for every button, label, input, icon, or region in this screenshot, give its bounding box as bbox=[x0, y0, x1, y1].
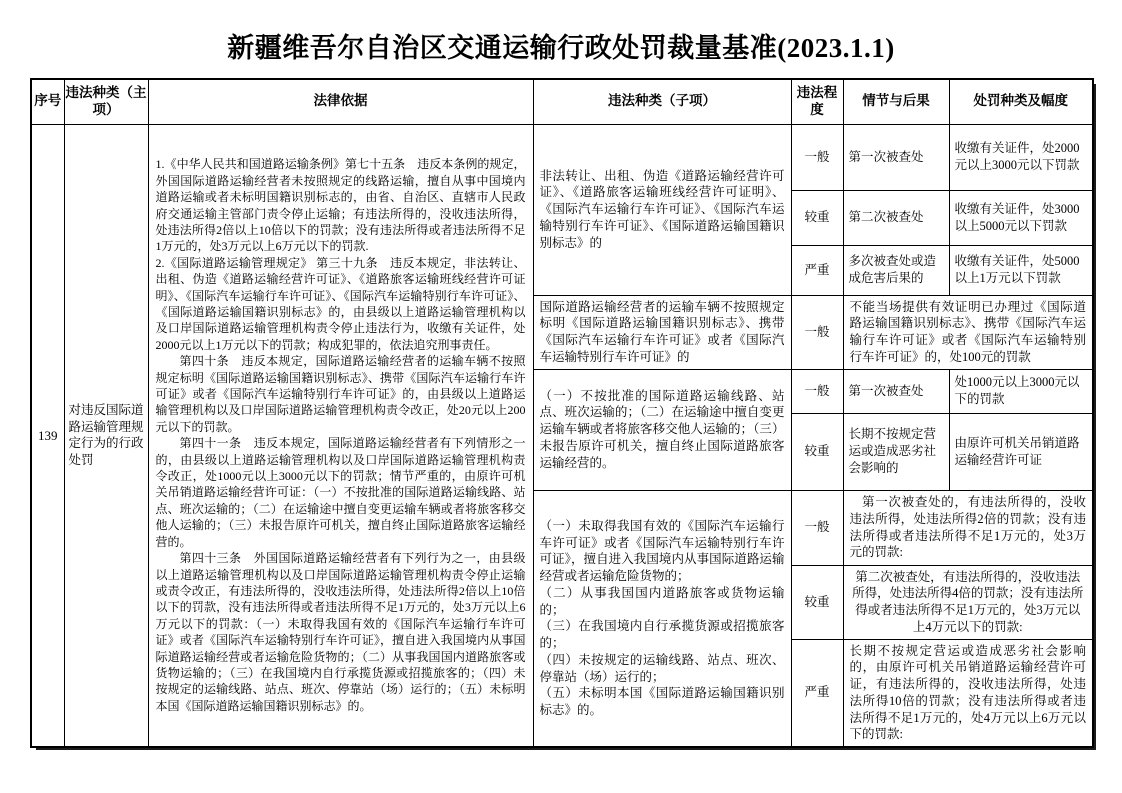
circumstance-cell: 第一次被查处 bbox=[843, 369, 949, 413]
degree-cell: 一般 bbox=[791, 369, 843, 413]
col-header-degree: 违法程度 bbox=[791, 79, 843, 124]
degree-cell: 一般 bbox=[791, 295, 843, 369]
penalty-cell: 处1000元以上3000元以下的罚款 bbox=[949, 369, 1093, 413]
degree-cell: 一般 bbox=[791, 490, 843, 565]
sub-violation-line: （二）从事我国国内道路旅客或货物运输的； bbox=[539, 585, 785, 617]
legal-basis-cell bbox=[148, 124, 533, 747]
degree-cell: 较重 bbox=[791, 413, 843, 490]
sub-violation-line: （五）未标明本国《国际道路运输国籍识别标志》的。 bbox=[539, 686, 785, 717]
table-row bbox=[31, 124, 1093, 190]
sub-violation-line: 国际道路运输经营者的运输车辆不按照规定标明《国际道路运输国籍识别标志》、携带《国际汽车运输行车许可证》或者《国际汽车运输特别行车许可证》的 bbox=[539, 299, 785, 364]
header-row bbox=[31, 79, 1093, 124]
sub-violation-cell bbox=[533, 295, 791, 369]
main-violation-cell: 对违反国际道路运输管理规定行为的行政处罚 bbox=[64, 124, 148, 747]
col-header-sub-violation: 违法种类（子项） bbox=[533, 79, 791, 124]
legal-paragraph: 第四十条 违反本规定，国际道路运输经营者的运输车辆不按照规定标明《国际道路运输国籍识别标志》、携带《国际汽车运输行车许可证》或者《国际汽车运输特别行车许可证》的，由县级以上道路运输管理机构以及口岸国际道路运输管理机构责令改正，处20元以上200元以下的罚款。 bbox=[155, 354, 526, 434]
circumstance-cell: 第二次被查处 bbox=[843, 190, 949, 245]
sub-violation-line: （一）不按批准的国际道路运输线路、站点、班次运输的；（二）在运输途中擅自变更运输车辆或者将旅客移交他人运输的；（三）未报告原许可机关，擅自终止国际道路旅客运输经营的。 bbox=[539, 388, 785, 470]
sub-violation-line: （一）未取得我国有效的《国际汽车运输行车许可证》或者《国际汽车运输特别行车许可证》，擅自进入我国境内从事国际道路运输经营或者运输危险货物的； bbox=[539, 518, 785, 583]
degree-cell: 一般 bbox=[791, 124, 843, 190]
page-title: 新疆维吾尔自治区交通运输行政处罚裁量基准(2023.1.1) bbox=[227, 33, 895, 63]
penalty-cell: 收缴有关证件，处3000以上5000元以下罚款 bbox=[949, 190, 1093, 245]
penalty-table bbox=[30, 78, 1094, 748]
merged-penalty-cell: 第一次被查处的，有违法所得的，没收违法所得，处违法所得2倍的罚款；没有违法所得或者违法所得不足1万元的，处3万元的罚款: bbox=[843, 490, 1093, 565]
col-header-main-violation: 违法种类（主项） bbox=[64, 79, 148, 124]
legal-paragraph: 2.《国际道路运输管理规定》 第三十九条 违反本规定，非法转让、出租、伪造《道路运输经营许可证》、《道路旅客运输班线经营许可证明》、《国际汽车运输行车许可证》、《国际汽车运输特别行车许可证》、《国际道路运输国籍识别标志》的，由县级以上道路运输管理机构以及口岸国际道路运输管理机构责令停止违法行为，收缴有关证件，处2000元以上1万元以下的罚款；构成犯罪的，依法追究刑事责任。 bbox=[155, 255, 526, 352]
merged-penalty-cell: 不能当场提供有效证明已办理过《国际道路运输国籍识别标志》、携带《国际汽车运输行车许可证》或者《国际汽车运输特别行车许可证》的，处100元的罚款 bbox=[843, 295, 1093, 369]
merged-penalty-cell: 长期不按规定营运或造成恶劣社会影响的，由原许可机关吊销道路运输经营许可证，有违法所得的，没收违法所得，处违法所得10倍的罚款；没有违法所得或者违法所得不足1万元的，处4万元以上6万元以下的罚款: bbox=[843, 639, 1093, 747]
legal-paragraph: 第四十一条 违反本规定，国际道路运输经营者有下列情形之一的，由县级以上道路运输管理机构以及口岸国际道路运输管理机构责令改正，处1000元以上3000元以下的罚款；情节严重的，由原许可机关吊销道路运输经营许可证：（一）不按批准的国际道路运输线路、站点、班次运输的；（二）在运输途中擅自变更运输车辆或者将旅客移交他人运输的；（三）未报告原许可机关，擅自终止国际道路旅客运输经营的。 bbox=[155, 436, 526, 549]
circumstance-cell: 多次被查处或造成危害后果的 bbox=[843, 245, 949, 295]
penalty-cell: 收缴有关证件，处2000元以上3000元以下罚款 bbox=[949, 124, 1093, 190]
circumstance-cell: 长期不按规定营运或造成恶劣社会影响的 bbox=[843, 413, 949, 490]
col-header-circumstance: 情节与后果 bbox=[843, 79, 949, 124]
sub-violation-line: 非法转让、出租、伪造《道路运输经营许可证》、《道路旅客运输班线经营许可证明》、《国际汽车运输行车许可证》、《国际汽车运输特别行车许可证》、《国际道路运输国籍识别标志》的 bbox=[539, 168, 785, 250]
degree-cell: 严重 bbox=[791, 245, 843, 295]
degree-cell: 严重 bbox=[791, 639, 843, 747]
sub-violation-line: （三）在我国境内自行承揽货源或招揽旅客的； bbox=[539, 619, 785, 650]
merged-penalty-cell: 第二次被查处，有违法所得的，没收违法所得，处违法所得4倍的罚款；没有违法所得或者违法所得不足1万元的，处3万元以上4万元以下的罚款: bbox=[843, 565, 1093, 639]
sub-violation-cell bbox=[533, 369, 791, 490]
col-header-penalty: 处罚种类及幅度 bbox=[949, 79, 1093, 124]
degree-cell: 较重 bbox=[791, 565, 843, 639]
sub-violation-cell bbox=[533, 490, 791, 747]
sub-violation-line: （四）未按规定的运输线路、站点、班次、停靠站（场）运行的； bbox=[539, 652, 785, 684]
penalty-cell: 收缴有关证件，处5000以上1万元以下罚款 bbox=[949, 245, 1093, 295]
legal-paragraph: 第四十三条 外国国际道路运输经营者有下列行为之一，由县级以上道路运输管理机构以及口岸国际道路运输管理机构责令停止运输或责令改正，有违法所得的，没收违法所得，处违法所得2倍以上10倍以下的罚款，没有违法所得或者违法所得不足1万元的，处3万元以上6万元以下的罚款：（一）未取得我国有效的《国际汽车运输行车许可证》或者《国际汽车运输特别行车许可证》，擅自进入我国境内从事国际道路运输经营或者运输危险货物的；（二）从事我国国内道路旅客或货物运输的；（三）在我国境内自行承揽货源或招揽旅客的；（四）未按规定的运输线路、站点、班次、停靠站（场）运行的；（五）未标明本国《国际道路运输国籍识别标志》的。 bbox=[155, 551, 526, 713]
degree-cell: 较重 bbox=[791, 190, 843, 245]
legal-paragraph: 1.《中华人民共和国道路运输条例》第七十五条 违反本条例的规定，外国国际道路运输经营者未按照规定的线路运输，擅自从事中国境内道路运输或者未标明国籍识别标志的，由省、自治区、直辖市人民政府交通运输主管部门责令停止运输；有违法所得的，没收违法所得，处违法所得2倍以上10倍以下的罚款；没有违法所得或者违法所得不足1万元的，处3万元以上6万元以下的罚款. bbox=[155, 157, 526, 254]
col-header-serial: 序号 bbox=[31, 79, 64, 124]
sub-violation-cell bbox=[533, 124, 791, 295]
col-header-legal-basis: 法律依据 bbox=[148, 79, 533, 124]
circumstance-cell: 第一次被查处 bbox=[843, 124, 949, 190]
serial-cell: 139 bbox=[31, 124, 64, 747]
penalty-cell: 由原许可机关吊销道路运输经营许可证 bbox=[949, 413, 1093, 490]
